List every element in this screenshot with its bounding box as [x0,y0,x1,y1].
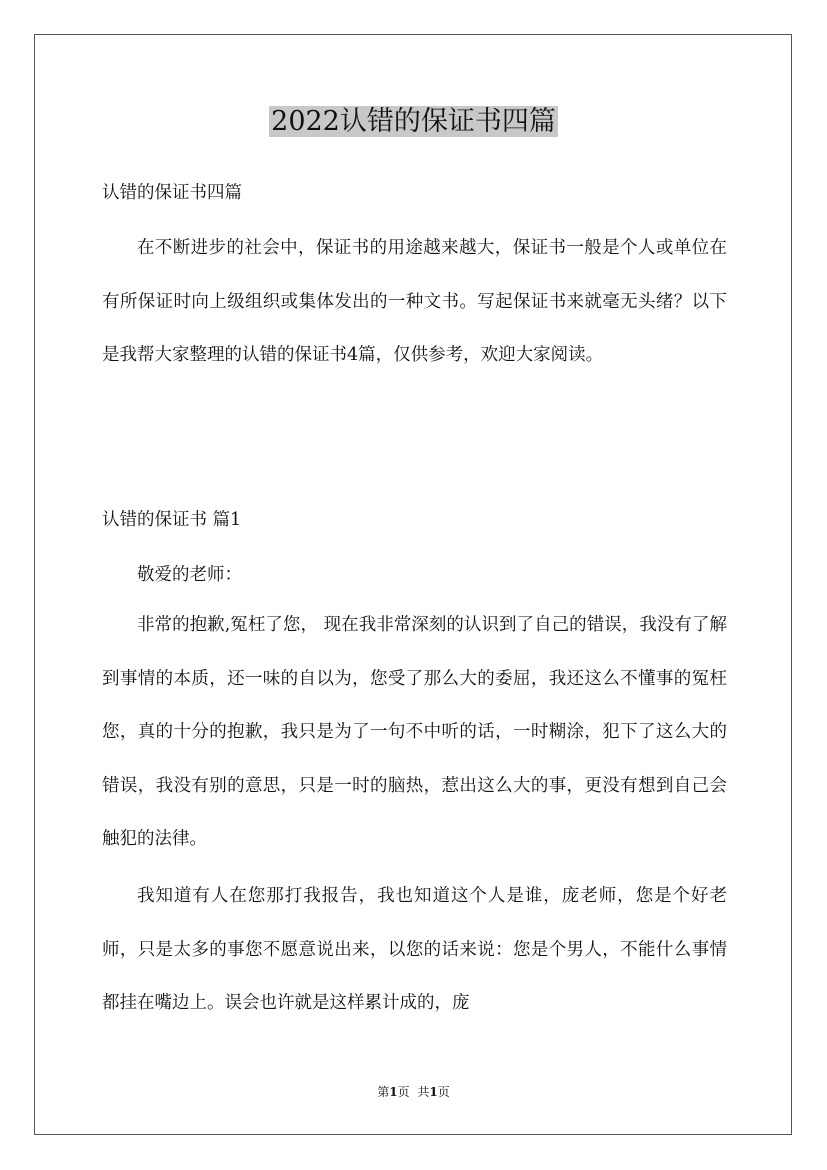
total-prefix: 共 [417,1085,430,1099]
page-prefix: 第 [377,1085,390,1099]
page-number: 1 [389,1085,398,1099]
salutation: 敬爱的老师： [137,565,242,585]
page-suffix: 页 [397,1085,410,1099]
body-paragraph-1: 非常的抱歉,冤枉了您， 现在我非常深刻的认识到了自己的错误，我没有了解到事情的本质，还一味的自以为，您受了那么大的委屈，我还这么不懂事的冤枉您，真的十分的抱歉，我只是为了一句不中听的话，一时糊涂，犯下了这么大的错误，我没有别的意思，只是一时的脑热，惹出这么大的事，更没有想到自己会触犯的法律。 [102,615,727,849]
page-footer [0,1084,827,1100]
document-subtitle: 认错的保证书四篇 [102,183,242,203]
section-heading: 认错的保证书 篇1 [102,510,242,530]
total-suffix: 页 [437,1085,450,1099]
body-paragraph-2: 我知道有人在您那打我报告，我也知道这个人是谁，庞老师，您是个好老师，只是太多的事您不愿意说出来，以您的话来说：您是个男人，不能什么事情都挂在嘴边上。误会也许就是这样累计成的，庞 [102,886,727,1013]
document-title-text: 2022认错的保证书四篇 [271,106,556,137]
total-pages: 1 [429,1085,438,1099]
intro-paragraph: 在不断进步的社会中，保证书的用途越来越大，保证书一般是个人或单位在有所保证时向上级组织或集体发出的一种文书。写起保证书来就毫无头绪？以下是我帮大家整理的认错的保证书4篇，仅供参考，欢迎大家阅读。 [102,238,727,365]
document-title [0,100,827,144]
